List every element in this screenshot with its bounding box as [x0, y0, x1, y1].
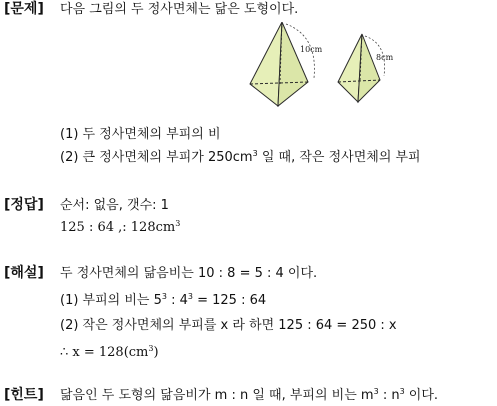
explanation-line-2 — [60, 292, 266, 310]
explanation-line-2-a: (1) 부피의 비는 5 — [60, 293, 162, 308]
explanation-line-2-b: 3 — [161, 292, 167, 301]
explanation-line-1: 두 정사면체의 닮음비는 10 : 8 = 5 : 4 이다. — [60, 266, 318, 281]
hint-text-d: 3 — [399, 387, 405, 396]
explanation-label: [해설] — [4, 265, 44, 281]
answer-label: [정답] — [4, 197, 44, 213]
small-edge-label: 8cm — [376, 53, 394, 62]
problem-label: [문제] — [4, 1, 44, 17]
hint-text-a: 닮음인 두 도형의 닮음비가 m : n 일 때, 부피의 비는 m — [60, 388, 374, 403]
hint-text-c: : n — [378, 388, 400, 403]
explanation-line-4-a: ∴ x = 128(cm — [60, 345, 149, 360]
hint-text-e: 이다. — [404, 388, 439, 403]
large-edge-label: 10cm — [300, 45, 323, 54]
answer-order-line: 순서: 없음, 갯수: 1 — [60, 198, 169, 213]
question-1: (1) 두 정사면체의 부피의 비 — [60, 127, 221, 142]
problem-statement: 다음 그림의 두 정사면체는 닮은 도형이다. — [60, 2, 299, 17]
answer-value-prefix: 125 : 64 ,: 128cm — [60, 220, 176, 235]
explanation-line-2-c: : 4 — [166, 293, 188, 308]
hint-text — [60, 387, 438, 405]
hint-text-b: 3 — [373, 387, 379, 396]
explanation-line-4 — [60, 344, 159, 362]
answer-value-sup: 3 — [175, 219, 181, 228]
explanation-line-4-c: ) — [153, 345, 159, 360]
large-tetrahedron — [250, 22, 323, 106]
question-2 — [60, 149, 421, 167]
hint-label: [힌트] — [4, 387, 44, 403]
explanation-line-4-b: 3 — [148, 344, 154, 353]
small-tetrahedron — [338, 34, 394, 102]
explanation-line-3: (2) 작은 정사면체의 부피를 x 라 하면 125 : 64 = 250 : x — [60, 318, 397, 333]
tetrahedra-figure — [240, 22, 410, 112]
question-2-prefix: (2) 큰 정사면체의 부피가 250cm — [60, 150, 253, 165]
question-2-sup: 3 — [252, 149, 258, 158]
explanation-line-2-e: = 125 : 64 — [192, 293, 267, 308]
question-2-suffix: 일 때, 작은 정사면체의 부피 — [257, 150, 421, 165]
answer-value — [60, 219, 180, 237]
explanation-line-2-d: 3 — [187, 292, 193, 301]
